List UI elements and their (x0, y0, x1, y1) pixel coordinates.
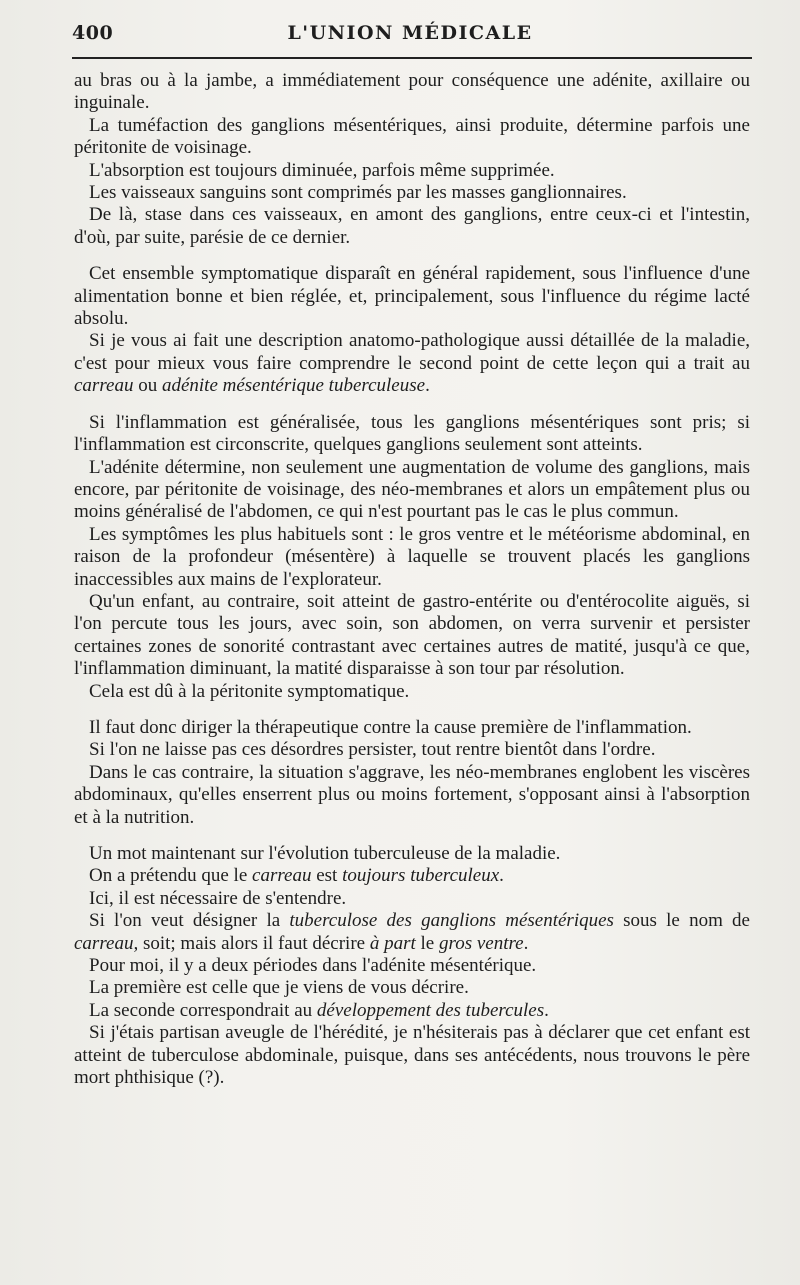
page-number: 400 (72, 22, 114, 44)
header-rule (72, 57, 752, 59)
paragraph: Dans le cas contraire, la situation s'aggrave, les néo-membranes englobent les viscères abdominaux, qu'elles enserrent plus ou moins fortement, s'opposant ainsi à l'absorption et à la nutrition. (74, 761, 750, 828)
paragraph: On a prétendu que le carreau est toujours tuberculeux. (89, 865, 504, 887)
running-header (72, 22, 748, 48)
journal-title: L'UNION MÉDICALE (287, 22, 533, 44)
italic-term: développement des tubercules (316, 999, 545, 1021)
italic-term: à part (369, 932, 416, 954)
article-body (74, 70, 750, 1089)
paragraph: Si l'on ne laisse pas ces désordres persister, tout rentre bientôt dans l'ordre. (89, 739, 656, 761)
italic-term: carreau (252, 865, 312, 887)
paragraph: Qu'un enfant, au contraire, soit atteint de gastro-entérite ou d'entérocolite aiguës, si l'on percute tous les jours, avec soin, son abdomen, on verra survenir et persister certaines zones de sonorité contrastant avec certaines autres de matité, jusqu'à ce que, l'inflammation diminuant, la matité disparaisse à son tour par résolution. (74, 590, 750, 680)
paragraph: Un mot maintenant sur l'évolution tuberculeuse de la maladie. (89, 843, 561, 864)
paragraph: Cet ensemble symptomatique disparaît en général rapidement, sous l'influence d'une alimentation bonne et bien réglée, et, principalement, sous l'influence du régime lacté absolu. (74, 263, 750, 330)
italic-term: toujours tuberculeux (342, 865, 500, 887)
paragraph: La tuméfaction des ganglions mésentériques, ainsi produite, détermine parfois une péritonite de voisinage. (74, 114, 750, 159)
paragraph: Les symptômes les plus habituels sont : le gros ventre et le météorisme abdominal, en raison de la profondeur (mésentère) à laquelle se trouvent placés les ganglions inaccessibles aux mains de l'explorateur. (74, 523, 750, 590)
italic-term: adénite mésentérique tuberculeuse (161, 375, 426, 397)
paragraph: Il faut donc diriger la thérapeutique contre la cause première de l'inflammation. (89, 716, 692, 738)
paragraph: Ici, il est nécessaire de s'entendre. (89, 887, 347, 909)
paragraph: Si j'étais partisan aveugle de l'hérédité, je n'hésiterais pas à déclarer que cet enfant est atteint de tuberculose abdominale, puisque, dans ses antécédents, nous trouvons le père mort phthisique (?). (74, 1022, 750, 1089)
paragraph: Si l'on veut désigner la tuberculose des ganglions mésentériques sous le nom de carreau, soit; mais alors il faut décrire à part le gros ventre. (74, 910, 750, 954)
italic-term: tuberculose des ganglions mésentériques (289, 910, 614, 932)
paragraph: De là, stase dans ces vaisseaux, en amont des ganglions, entre ceux-ci et l'intestin, d'où, par suite, parésie de ce dernier. (74, 204, 750, 248)
paragraph: Pour moi, il y a deux périodes dans l'adénite mésentérique. (89, 955, 537, 977)
paragraph: au bras ou à la jambe, a immédiatement pour conséquence une adénite, axillaire ou inguinale. (74, 70, 750, 114)
paragraph: L'adénite détermine, non seulement une augmentation de volume des ganglions, mais encore, par péritonite de voisinage, des néo-membranes et alors un empâtement plus ou moins généralisé de l'abdomen, ce qui n'est pourtant pas le cas le plus commun. (74, 456, 750, 523)
paragraph: La première est celle que je viens de vous décrire. (89, 977, 469, 999)
italic-term: gros ventre (439, 932, 524, 954)
paragraph: L'absorption est toujours diminuée, parfois même supprimée. (89, 159, 555, 181)
paragraph: La seconde correspondrait au développement des tubercules. (89, 999, 549, 1021)
paragraph: Les vaisseaux sanguins sont comprimés par les masses ganglionnaires. (89, 182, 627, 204)
paragraph: Si l'inflammation est généralisée, tous les ganglions mésentériques sont pris; si l'inflammation est circonscrite, quelques ganglions seulement sont atteints. (74, 411, 750, 456)
paragraph: Si je vous ai fait une description anatomo-pathologique aussi détaillée de la maladie, c'est pour mieux vous faire comprendre le second point de cette leçon qui a trait au carreau ou adénite mésentérique tuberculeuse. (74, 330, 750, 397)
italic-term: carreau, (74, 932, 139, 954)
italic-term: carreau (74, 375, 134, 397)
paragraph: Cela est dû à la péritonite symptomatique. (89, 680, 410, 702)
